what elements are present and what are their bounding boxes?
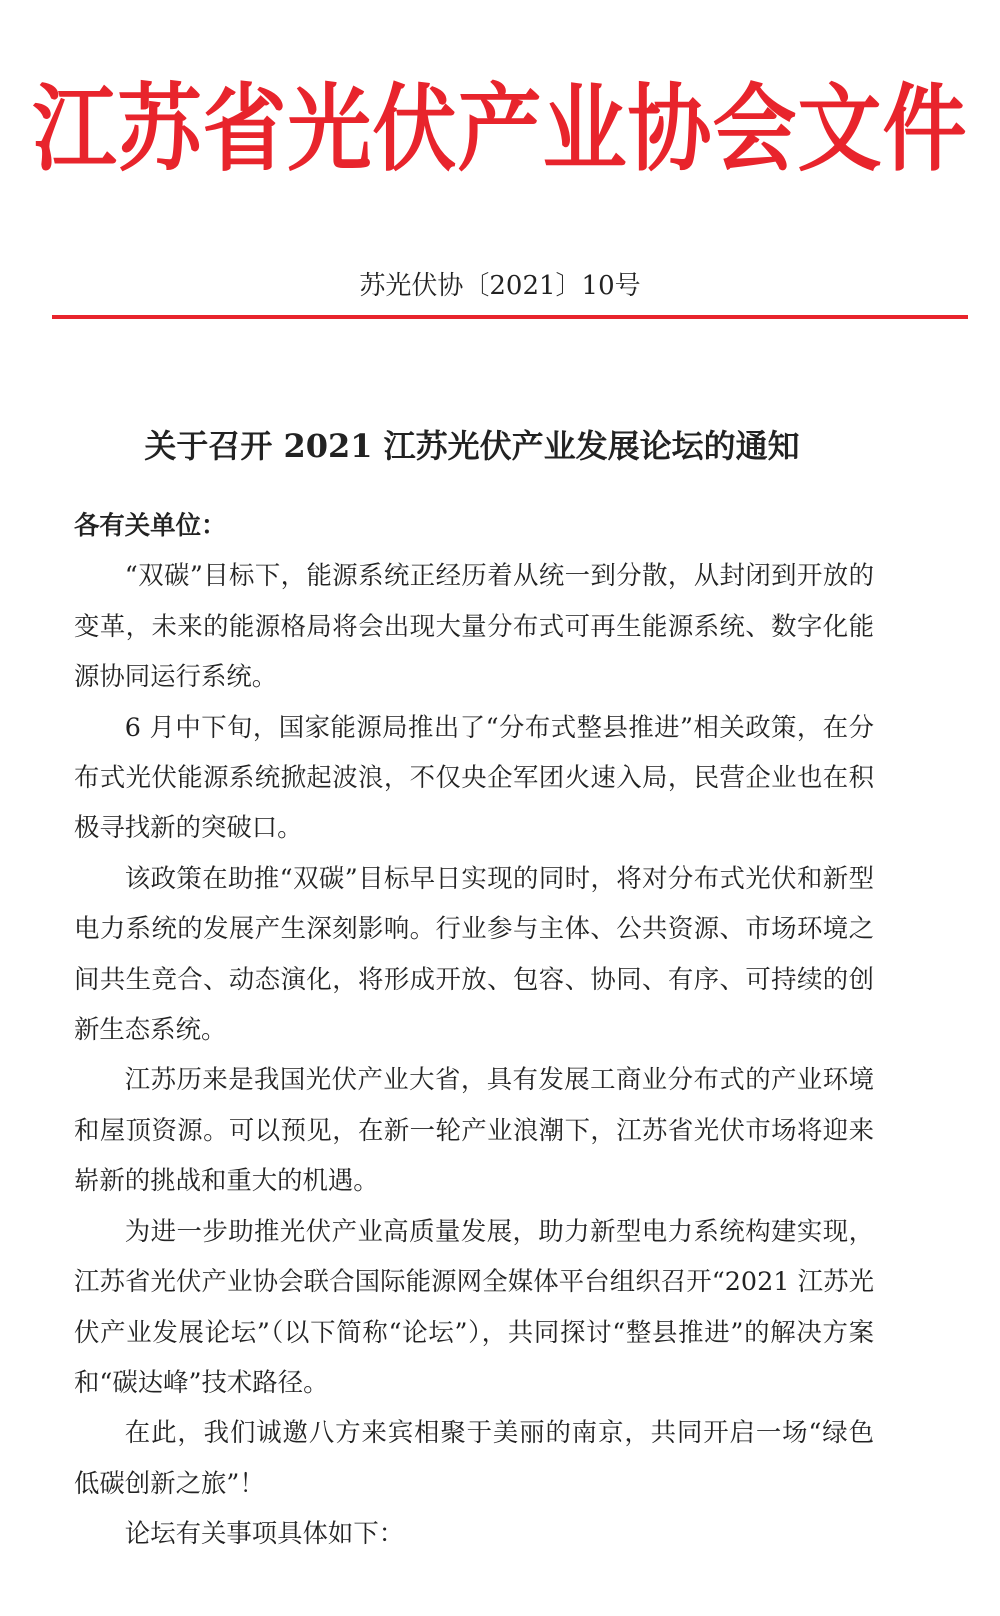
notice-title: 关于召开 2021 江苏光伏产业发展论坛的通知 (144, 427, 800, 465)
salutation: 各有关单位： (74, 510, 227, 540)
paragraph: 在此，我们诚邀八方来宾相聚于美丽的南京，共同开启一场“绿色低碳创新之旅”！ (74, 1417, 874, 1498)
paragraph: 该政策在助推“双碳”目标早日实现的同时，将对分布式光伏和新型电力系统的发展产生深刻影响。行业参与主体、公共资源、市场环境之间共生竞合、动态演化，将形成开放、包容、协同、有序、可持续的创新生态系统。 (74, 862, 874, 1045)
paragraph: “双碳”目标下，能源系统正经历着从统一到分散，从封闭到开放的变革，未来的能源格局将会出现大量分布式可再生能源系统、数字化能源协同运行系统。 (74, 560, 874, 692)
paragraph: 6 月中下旬，国家能源局推出了“分布式整县推进”相关政策，在分布式光伏能源系统掀起波浪，不仅央企军团火速入局，民营企业也在积极寻找新的突破口。 (74, 711, 874, 843)
red-divider-line (52, 315, 968, 319)
paragraph: 江苏历来是我国光伏产业大省，具有发展工商业分布式的产业环境和屋顶资源。可以预见，在新一轮产业浪潮下，江苏省光伏市场将迎来崭新的挑战和重大的机遇。 (74, 1064, 874, 1196)
paragraph: 论坛有关事项具体如下： (124, 1518, 405, 1549)
notice-body (74, 500, 874, 1559)
masthead-title: 江苏省光伏产业协会文件 (32, 74, 968, 185)
paragraph: 为进一步助推光伏产业高质量发展，助力新型电力系统构建实现，江苏省光伏产业协会联合国际能源网全媒体平台组织召开“2021 江苏光伏产业发展论坛”（以下简称“论坛”），共同探讨“整县推进”的解决方案和“碳达峰”技术路径。 (74, 1215, 874, 1397)
document-number: 苏光伏协〔2021〕10号 (359, 271, 641, 301)
